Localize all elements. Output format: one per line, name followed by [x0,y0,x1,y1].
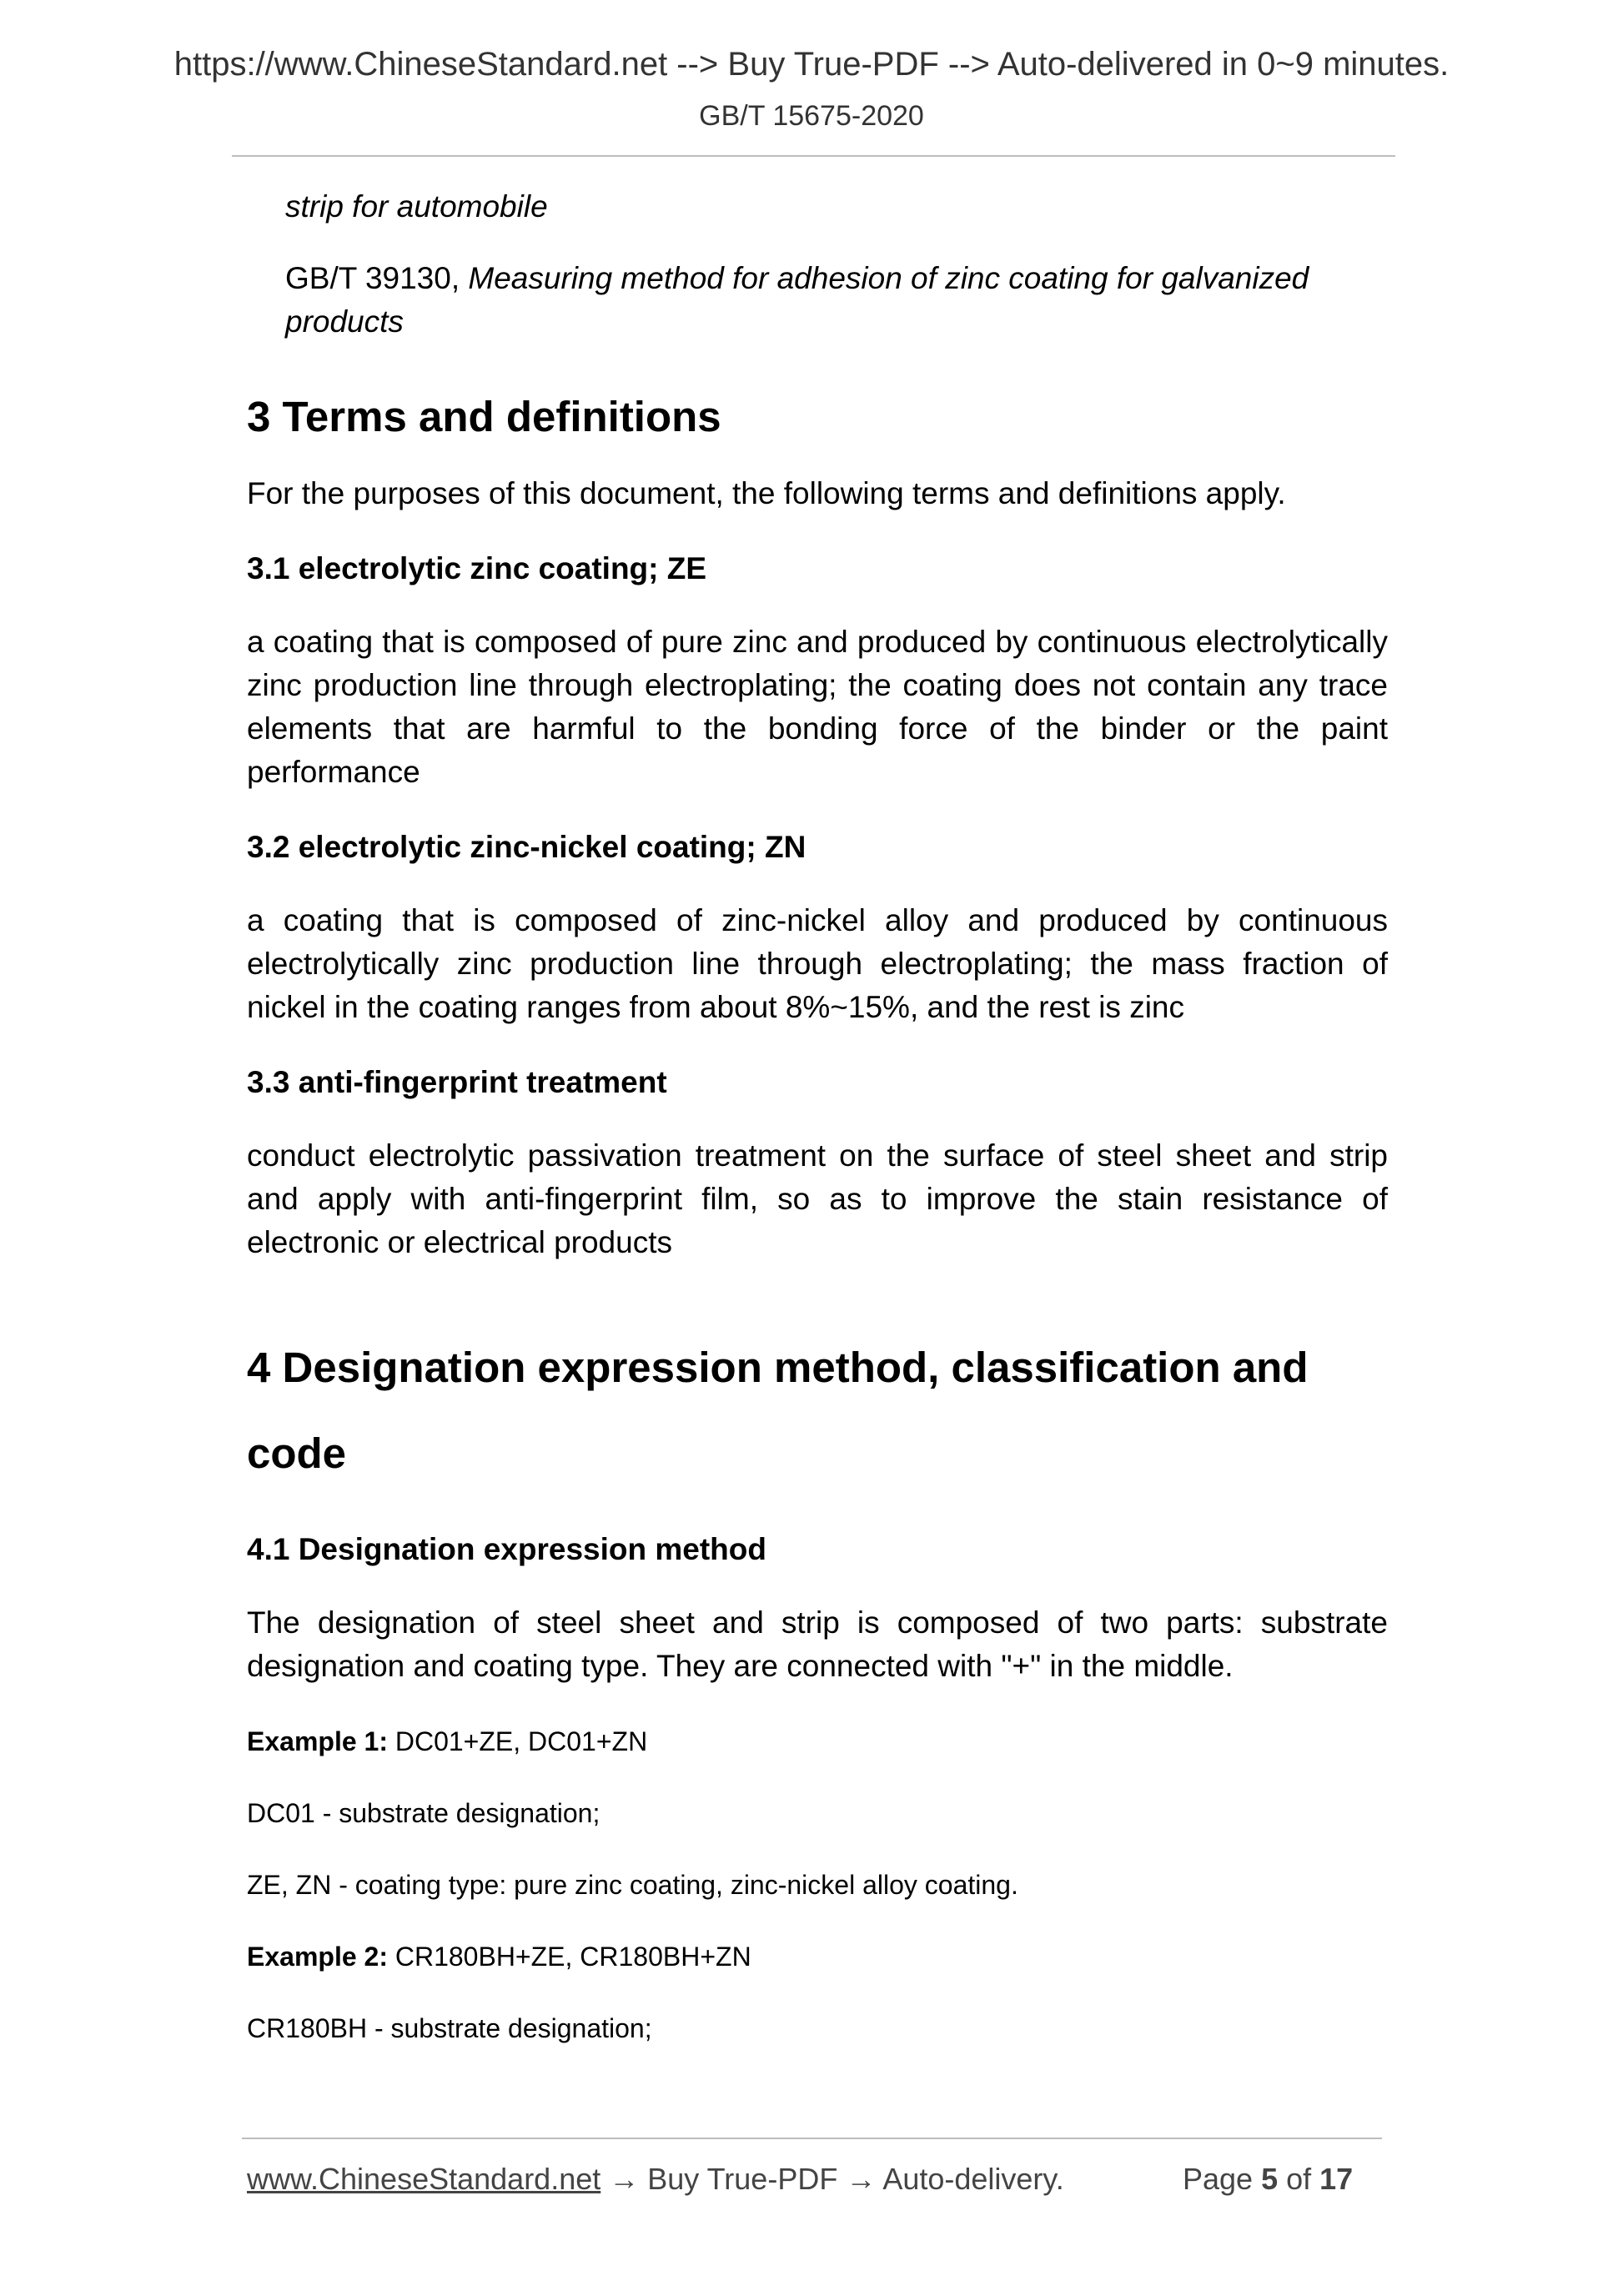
example-2-value: CR180BH+ZE, CR180BH+ZN [387,1942,751,1972]
header-standard-number: GB/T 15675-2020 [699,100,924,132]
header-url-line: https://www.ChineseStandard.net --> Buy True-PDF --> Auto-delivered in 0~9 minutes. [173,46,1450,83]
term-3-2-title: 3.2 electrolytic zinc-nickel coating; ZN [247,830,806,864]
footer-links [247,2162,1064,2197]
header-divider [232,155,1395,157]
example-2 [247,1938,1388,1975]
term-3-1-definition: a coating that is composed of pure zinc and produced by continuous electrolytically zinc production line through electroplating; the coating does not contain any trace elements that are harmful to the bonding force of the binder or the paint performance [247,625,1388,789]
term-3-3-title: 3.3 anti-fingerprint treatment [247,1065,667,1099]
section-4-heading-line2: code [247,1429,347,1477]
section-4-1-text: The designation of steel sheet and strip is composed of two parts: substrate designation and coating type. They are connected with "+" in the middle. [247,1605,1388,1683]
section-4-1-heading: 4.1 Designation expression method [247,1532,766,1566]
footer-divider [242,2138,1382,2139]
reference-title-line1: Measuring method for adhesion of zinc coating for galvanized [468,261,1309,295]
reference-title-line2: products [285,304,404,339]
footer-site-link[interactable]: www.ChineseStandard.net [247,2162,601,2196]
page-number: 5 [1261,2162,1279,2196]
page-label: Page [1183,2162,1262,2196]
section-4-heading [247,1324,1388,1496]
example-2-substrate: CR180BH - substrate designation; [247,2013,652,2043]
page-of-label: of [1278,2162,1320,2196]
section-4-heading-line1: 4 Designation expression method, classification and [247,1344,1309,1391]
section-3-intro: For the purposes of this document, the following terms and definitions apply. [247,476,1286,510]
term-3-2-definition: a coating that is composed of zinc-nickel alloy and produced by continuous electrolytically zinc production line through electroplating; the mass fraction of nickel in the coating ranges from about 8%~15%, and the rest is zinc [247,903,1388,1024]
page-content [247,185,1388,2047]
section-3-heading: 3 Terms and definitions [247,393,721,440]
reference-gbt-39130 [285,257,1388,344]
example-1-label: Example 1: [247,1726,388,1756]
page-total: 17 [1319,2162,1354,2196]
example-1-substrate: DC01 - substrate designation; [247,1798,600,1828]
term-3-1-title: 3.1 electrolytic zinc coating; ZE [247,551,707,585]
footer-tagline: → Buy True-PDF → Auto-delivery. [600,2162,1064,2196]
reference-code: GB/T 39130, [285,261,469,295]
page-indicator [1183,2162,1353,2197]
reference-continuation [285,185,1388,229]
term-3-3-definition: conduct electrolytic passivation treatment on the surface of steel sheet and strip and apply with anti-fingerprint film, so as to improve the stain resistance of electronic or electrical products [247,1138,1388,1259]
example-1 [247,1723,1388,1760]
example-1-value: DC01+ZE, DC01+ZN [387,1726,648,1756]
example-2-label: Example 2: [247,1942,388,1972]
reference-continued-title: strip for automobile [285,189,548,224]
example-1-coating-type: ZE, ZN - coating type: pure zinc coating, zinc-nickel alloy coating. [247,1870,1018,1900]
